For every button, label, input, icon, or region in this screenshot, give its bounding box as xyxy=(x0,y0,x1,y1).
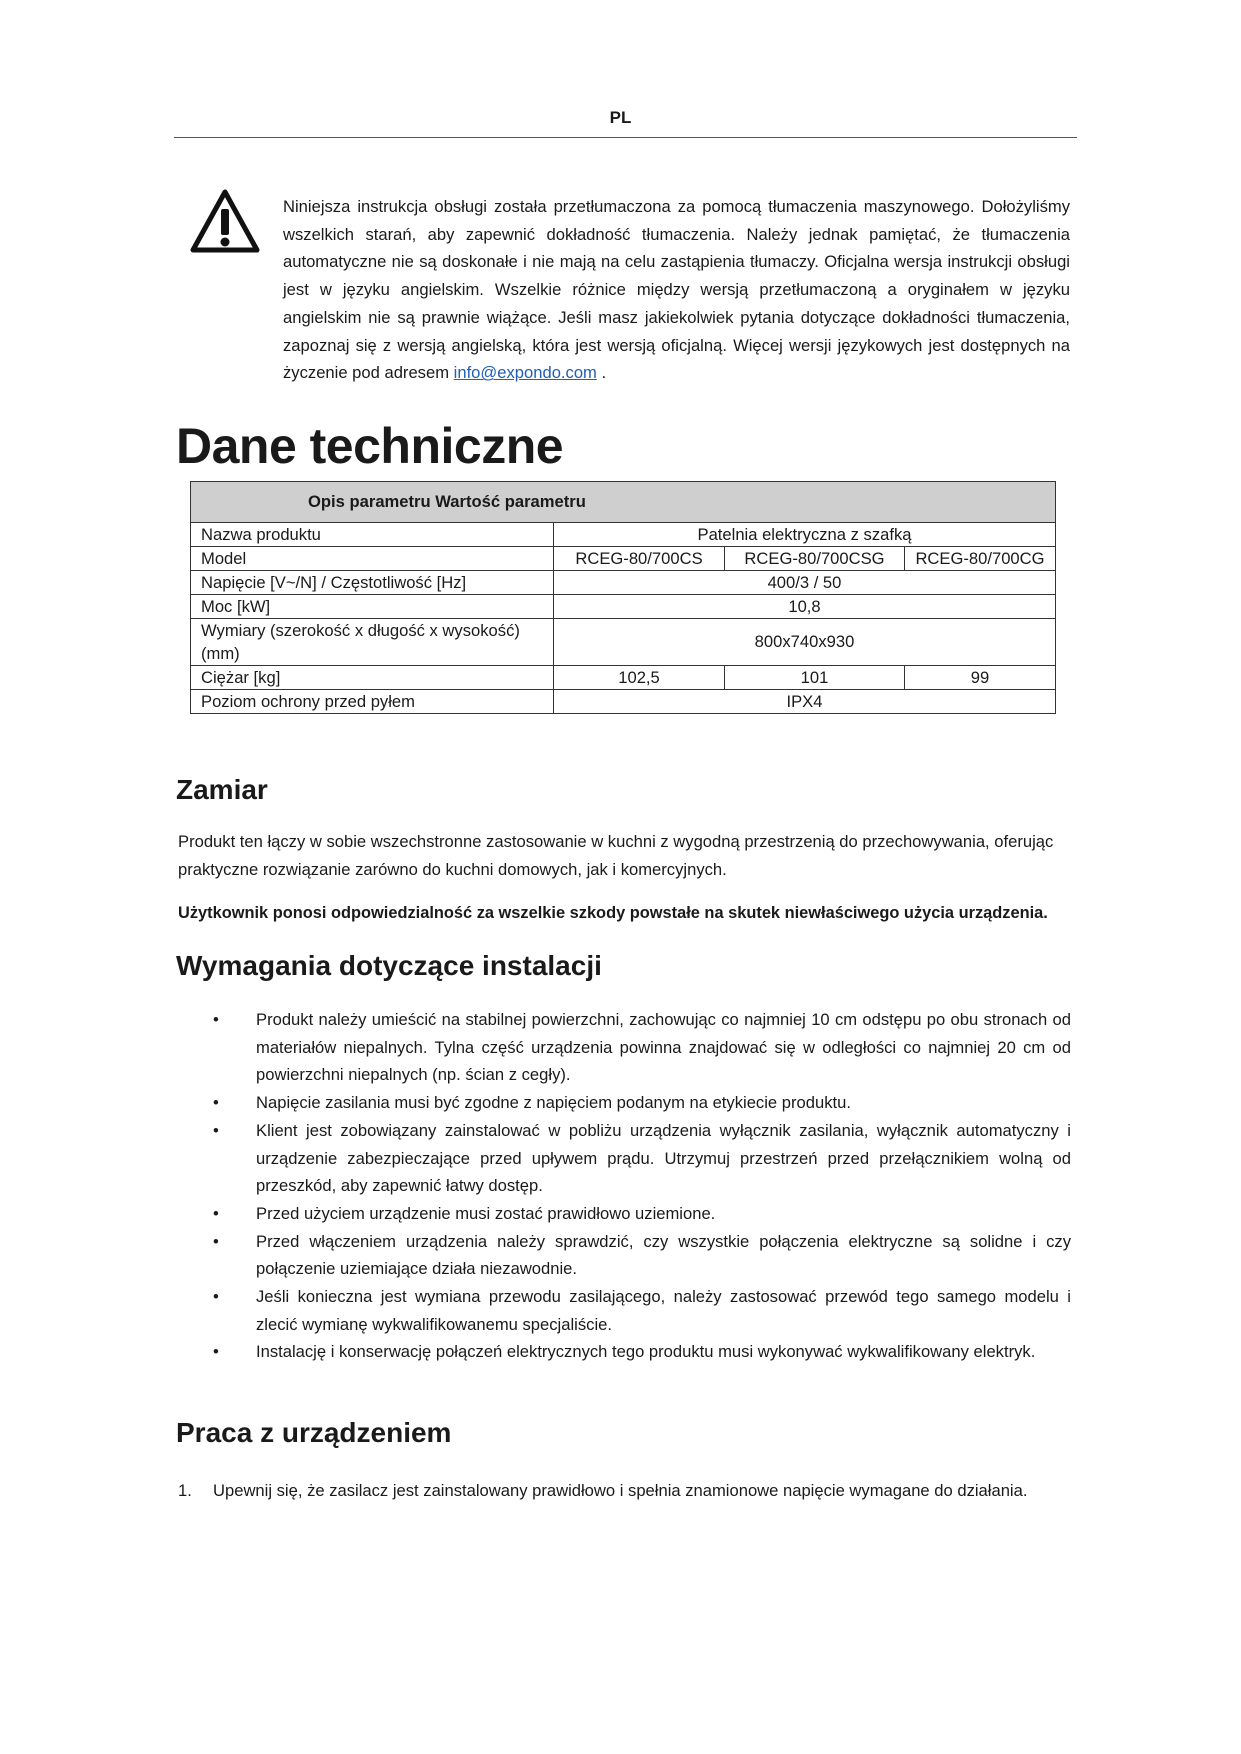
spec-value: 400/3 / 50 xyxy=(554,571,1056,595)
spec-row-name xyxy=(191,523,1056,547)
contact-email-link[interactable]: info@expondo.com xyxy=(453,363,597,383)
bullet: • xyxy=(213,1203,219,1223)
step-number: 1. xyxy=(178,1481,192,1500)
list-item: • Klient jest zobowiązany zainstalować w pobliżu urządzenia wyłącznik zasilania, wyłącznik automatyczny i urządzenie zabezpieczające przed upływem prądu. Utrzymuj przestrzeń przed przełącznikiem wolną od przeszkód, aby zapewnić łatwy dostęp. xyxy=(178,1117,1071,1200)
list-item: 1. Upewnij się, że zasilacz jest zainstalowany prawidłowo i spełnia znamionowe napięcie wymagane do działania. xyxy=(178,1477,1071,1505)
bullet: • xyxy=(213,1120,219,1140)
section-heading-installation: Wymagania dotyczące instalacji xyxy=(176,950,602,981)
purpose-warning: Użytkownik ponosi odpowiedzialność za wszelkie szkody powstałe na skutek niewłaściwego użycia urządzenia. xyxy=(178,904,1048,922)
spec-value: 102,5 xyxy=(554,666,725,690)
spec-row-dimensions xyxy=(191,619,1056,666)
spec-value: RCEG-80/700CG xyxy=(905,547,1056,571)
spec-header-row xyxy=(191,482,1056,523)
purpose-text: Produkt ten łączy w sobie wszechstronne zastosowanie w kuchni z wygodną przestrzenią do przechowywania, oferując praktyczne rozwiązanie zarówno do kuchni domowych, jak i komercyjnych. xyxy=(178,832,1054,879)
bullet: • xyxy=(213,1093,219,1113)
spec-label: Model xyxy=(191,547,554,571)
spec-value: 101 xyxy=(725,666,905,690)
page-title: Dane techniczne xyxy=(176,418,564,474)
operation-list xyxy=(178,1477,1071,1505)
spec-value: RCEG-80/700CSG xyxy=(725,547,905,571)
list-item: • Przed włączeniem urządzenia należy sprawdzić, czy wszystkie połączenia elektryczne są solidne i czy połączenie uziemiające działa niezawodnie. xyxy=(178,1228,1071,1283)
translation-disclaimer xyxy=(283,193,1070,387)
list-item: • Napięcie zasilania musi być zgodne z napięciem podanym na etykiecie produktu. xyxy=(178,1089,1071,1117)
spec-value: IPX4 xyxy=(554,690,1056,714)
spec-label: Wymiary (szerokość x długość x wysokość) (mm) xyxy=(191,619,554,666)
spec-label: Poziom ochrony przed pyłem xyxy=(191,690,554,714)
disclaimer-text: Niniejsza instrukcja obsługi została przetłumaczona za pomocą tłumaczenia maszynowego. Dołożyliśmy wszelkich starań, aby zapewnić dokładność tłumaczenia. Należy jednak pamiętać, że tłumaczenia automatyczne nie są doskonałe i nie mają na celu zastąpienia tłumaczy. Oficjalna wersja instrukcji obsługi jest w języku angielskim. Wszelkie różnice między wersją przetłumaczoną a oryginałem w języku angielskim nie są prawnie wiążące. Jeśli masz jakiekolwiek pytania dotyczące dokładności tłumaczenia, zapoznaj się z wersją angielską, która jest wersją oficjalną. Więcej wersji językowych jest dostępnych na życzenie pod adresem xyxy=(283,197,1070,383)
section-heading-operation: Praca z urządzeniem xyxy=(176,1417,452,1448)
spec-value: Patelnia elektryczna z szafką xyxy=(554,523,1056,547)
spec-value: RCEG-80/700CS xyxy=(554,547,725,571)
list-item: • Produkt należy umieścić na stabilnej powierzchni, zachowując co najmniej 10 cm odstępu po obu stronach od materiałów niepalnych. Tylna część urządzenia powinna znajdować się w odległości co najmniej 20 cm od powierzchni niepalnych (np. ścian z cegły). xyxy=(178,1006,1071,1089)
spec-label: Moc [kW] xyxy=(191,595,554,619)
bullet: • xyxy=(213,1231,219,1251)
spec-table xyxy=(190,481,1056,714)
spec-label: Napięcie [V~/N] / Częstotliwość [Hz] xyxy=(191,571,554,595)
spec-row-weight xyxy=(191,666,1056,690)
section-heading-purpose: Zamiar xyxy=(176,774,268,805)
spec-header: Opis parametru Wartość parametru xyxy=(191,482,1056,523)
header-divider xyxy=(174,137,1077,138)
list-item: • Jeśli konieczna jest wymiana przewodu zasilającego, należy zastosować przewód tego samego modelu i zlecić wymianę wykwalifikowanemu specjaliście. xyxy=(178,1283,1071,1338)
list-item: • Przed użyciem urządzenie musi zostać prawidłowo uziemione. xyxy=(178,1200,1071,1228)
spec-row-power xyxy=(191,595,1056,619)
spec-value: 800x740x930 xyxy=(554,619,1056,666)
spec-row-model xyxy=(191,547,1056,571)
spec-row-ip xyxy=(191,690,1056,714)
spec-label: Nazwa produktu xyxy=(191,523,554,547)
installation-list xyxy=(178,1006,1071,1366)
disclaimer-end: . xyxy=(601,363,607,383)
bullet: • xyxy=(213,1342,219,1362)
list-item: • Instalację i konserwację połączeń elektrycznych tego produktu musi wykonywać wykwalifikowany elektryk. xyxy=(178,1338,1071,1366)
spec-value: 99 xyxy=(905,666,1056,690)
language-code: PL xyxy=(609,108,632,127)
bullet: • xyxy=(213,1287,219,1307)
bullet: • xyxy=(213,1010,219,1029)
spec-row-voltage xyxy=(191,571,1056,595)
spec-label: Ciężar [kg] xyxy=(191,666,554,690)
spec-value: 10,8 xyxy=(554,595,1056,619)
warning-icon xyxy=(190,189,260,253)
